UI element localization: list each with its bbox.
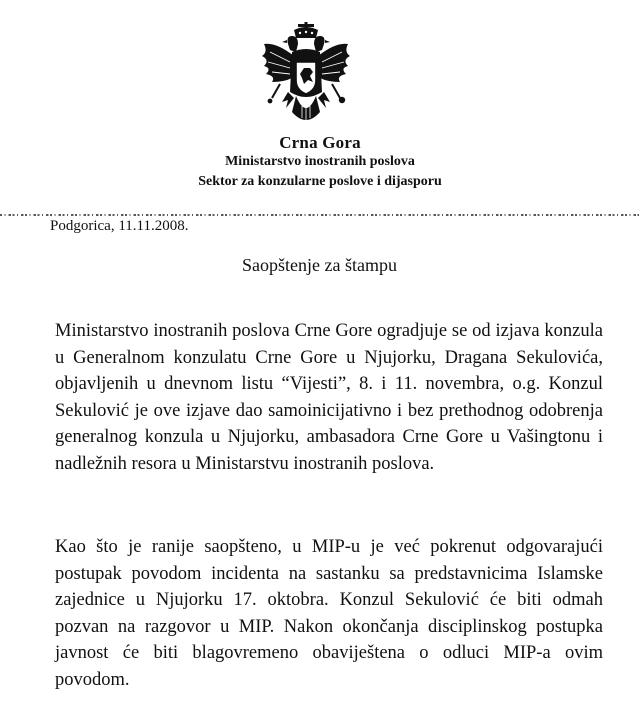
ministry-name: Ministarstvo inostranih poslova xyxy=(225,154,415,169)
coat-of-arms-icon xyxy=(258,22,354,130)
sector-name: Sektor za konzularne poslove i dijasporu xyxy=(198,174,442,189)
paragraph-statement: Ministarstvo inostranih poslova Crne Gore ogradjuje se od izjava konzula u Generalnom konzulatu Crne Gore u Njujorku, Dragana Sekulovića, objavljenih u dnevnom listu “Vijesti”, 8. i 11. novembra, o.g. Konzul Sekulović je ove izjave dao samoinicijativno i bez prethodnog odobrenja generalnog konzula u Njujorku, ambasadora Crne Gore u Vašingtonu i nadležnih resora u Ministarstvu inostranih poslova. xyxy=(55,321,603,474)
paragraph-procedure: Kao što je ranije saopšteno, u MIP-u je već pokrenut odgovarajući postupak povodom incidenta na sastanku sa predstavnicima Islamske zajednice u Njujorku 17. oktobra. Konzul Sekulović će biti odmah pozvan na razgovor u MIP. Nakon okončanja disciplinskog postupka javnost će biti blagovremeno obaviještena o odluci MIP-a ovim povodom. xyxy=(55,537,603,690)
document-subject: Saopštenje za štampu xyxy=(242,255,397,275)
document-date: Podgorica, 11.11.2008. xyxy=(50,218,189,234)
country-name: Crna Gora xyxy=(279,133,361,152)
